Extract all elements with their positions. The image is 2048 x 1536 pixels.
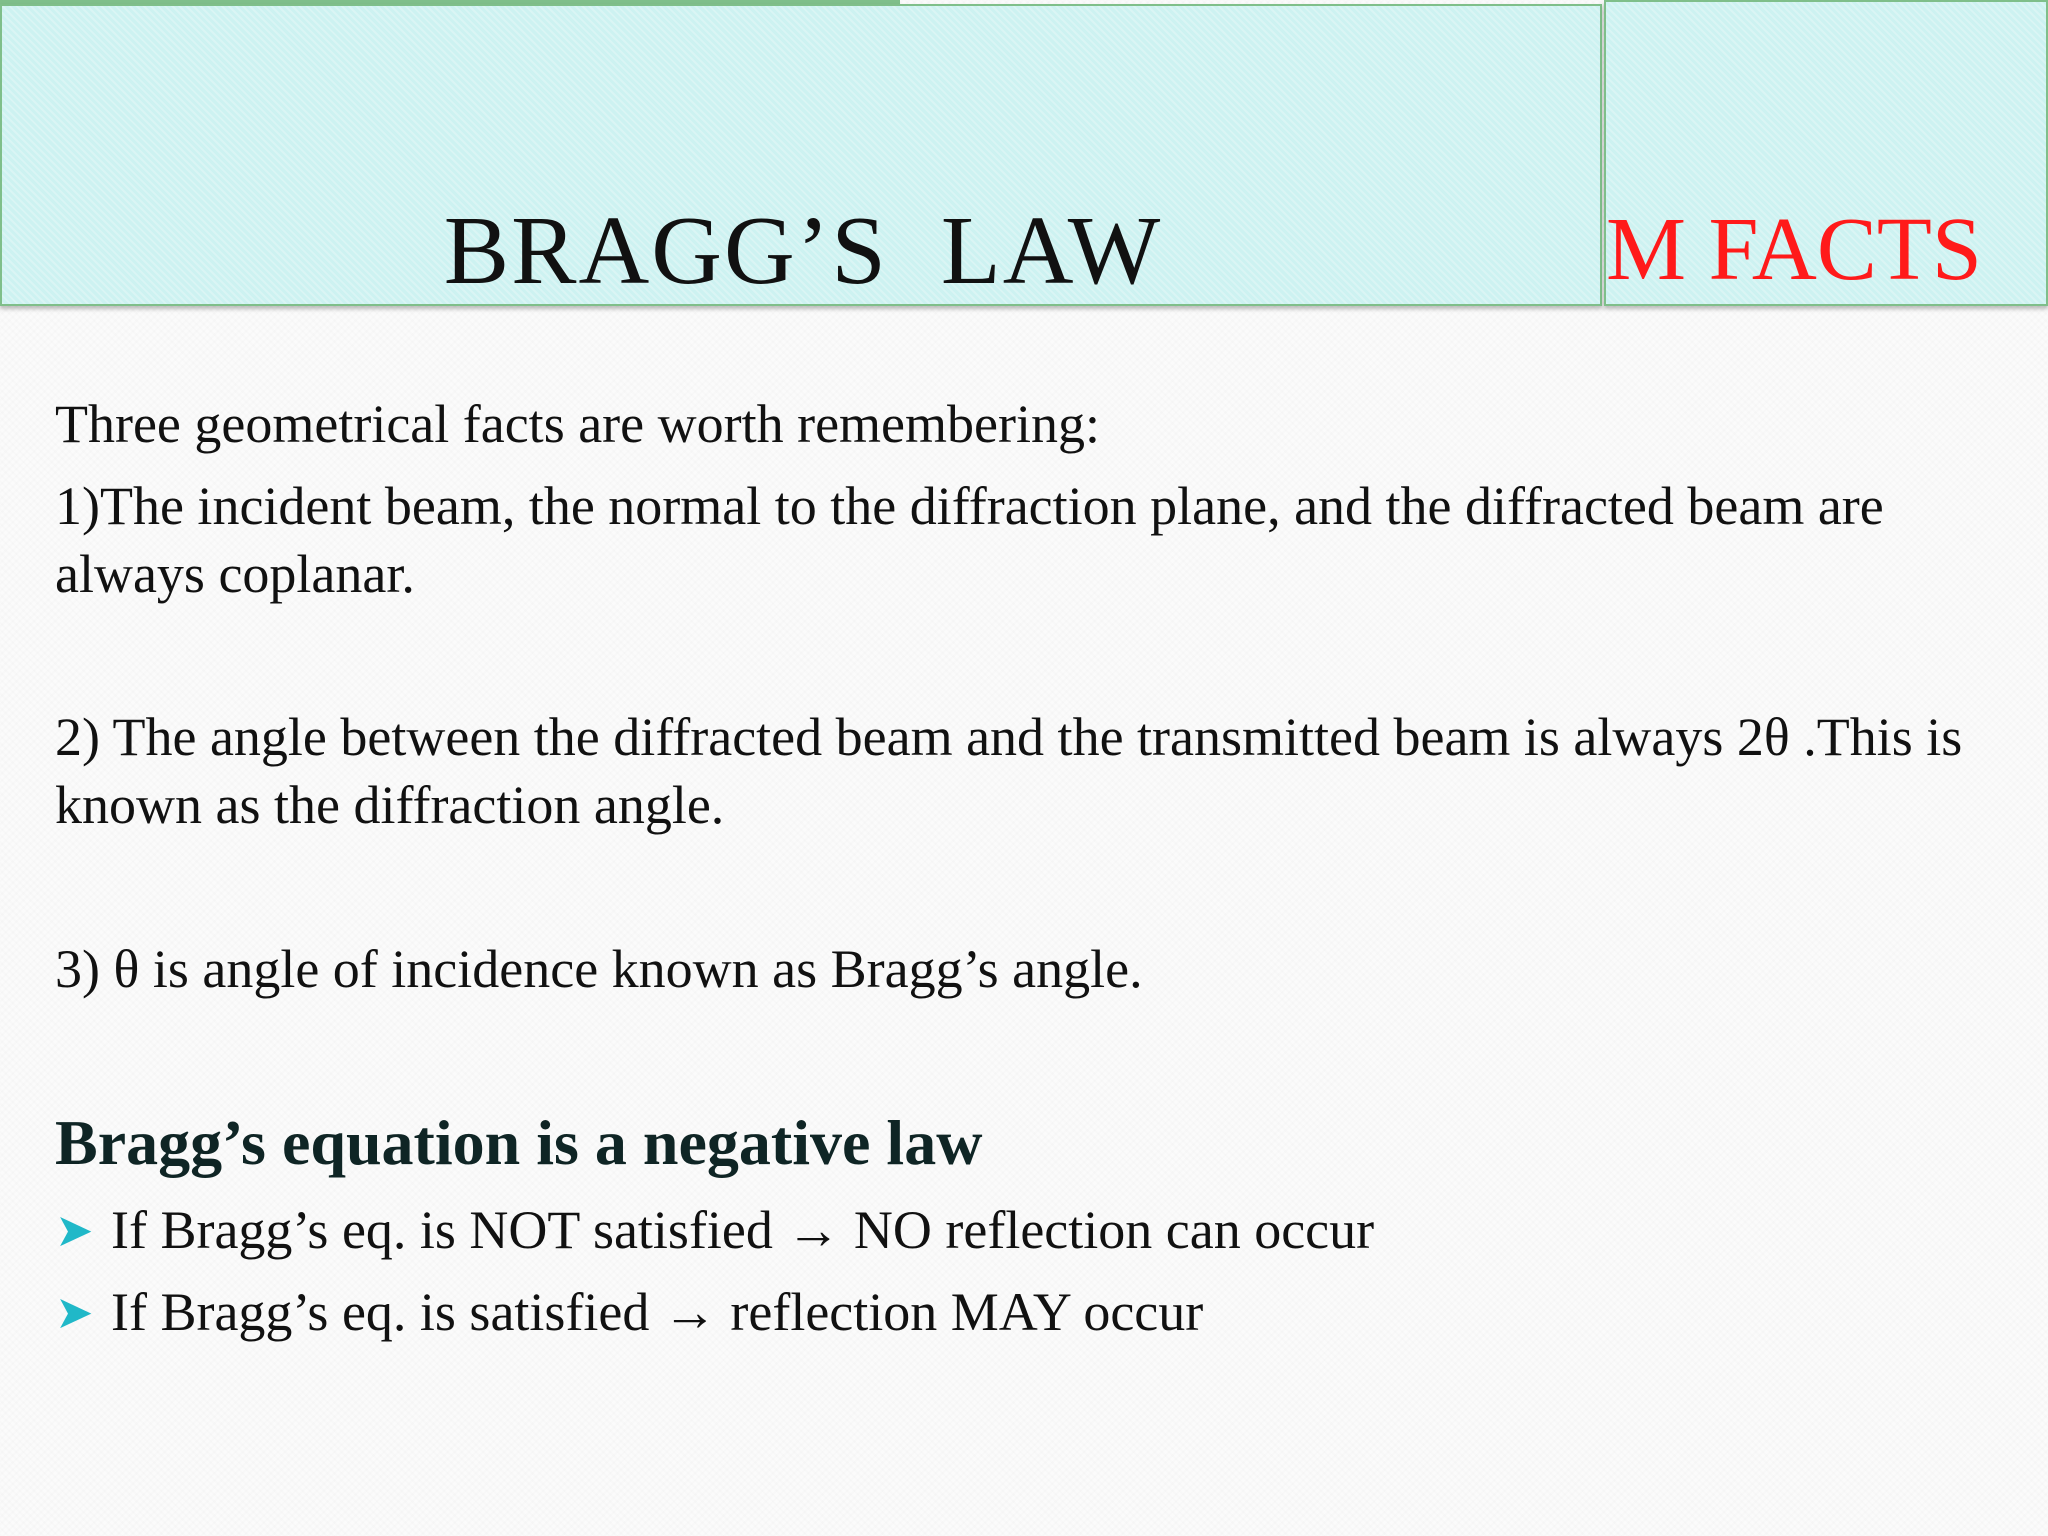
bullet-item bbox=[55, 1278, 1203, 1347]
bullet-item bbox=[55, 1196, 1374, 1265]
negative-law-heading: Bragg’s equation is a negative law bbox=[55, 1107, 983, 1178]
side-title-box bbox=[1604, 0, 2048, 306]
fact-3: 3) θ is angle of incidence known as Bragg’s angle. bbox=[55, 939, 1143, 999]
bullet-text: If Bragg’s eq. is satisfied → reflection MAY occur bbox=[111, 1282, 1204, 1342]
title-box bbox=[0, 4, 1602, 306]
slide-title: BRAGG’S LAW bbox=[443, 197, 1163, 305]
bullet-text: If Bragg’s eq. is NOT satisfied → NO reflection can occur bbox=[111, 1200, 1375, 1260]
arrow-bullet-icon: ➤ bbox=[55, 1205, 94, 1256]
side-title: M FACTS bbox=[1606, 200, 1982, 299]
fact-1: 1)The incident beam, the normal to the diffraction plane, and the diffracted beam are always coplanar. bbox=[55, 476, 1884, 604]
arrow-bullet-icon: ➤ bbox=[55, 1287, 94, 1338]
intro-text: Three geometrical facts are worth remembering: bbox=[55, 394, 1100, 454]
fact-2: 2) The angle between the diffracted beam and the transmitted beam is always 2θ .This is known as the diffraction angle. bbox=[55, 707, 1963, 835]
